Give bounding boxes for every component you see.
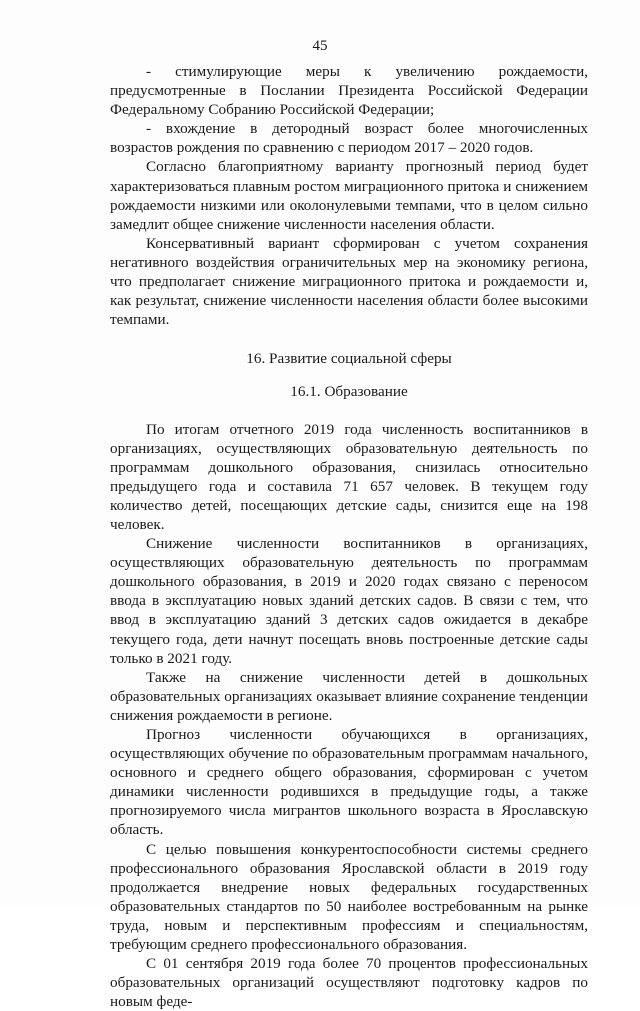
paragraph-birthrate-influence: Также на снижение численности детей в дошкольных образовательных организациях оказывает влияние сохранение тенденции снижения рождаемости в регионе. (110, 668, 588, 724)
page-content (110, 62, 588, 1011)
paragraph-vocational-training: С 01 сентября 2019 года более 70 процентов профессиональных образовательных организаций осуществляют подготовку кадров по новым феде- (110, 955, 588, 1011)
paragraph-vocational-standards: С целью повышения конкурентоспособности системы среднего профессионального образования Ярославской области в 2019 году продолжается внедрение новых федеральных государственных образовательных стандартов по 50 наиболее востребованным на рынке труда, новым и перспективным профессиям и специальностям, требующим среднего профессионального образования. (110, 840, 588, 954)
paragraph-student-forecast: Прогноз численности обучающихся в организациях, осуществляющих обучение по образовательным программам начального, основного и среднего общего образования, сформирован с учетом динамики численности родившихся в предыдущие годы, а также прогнозируемого числа мигрантов школьного возраста в Ярославскую область. (110, 726, 588, 839)
page-number: 45 (312, 38, 328, 54)
paragraph-preschool-count: По итогам отчетного 2019 года численность воспитанников в организациях, осуществляющих образовательную деятельность по программам дошкольного образования, снизилась относительно предыдущего года и составила 71 657 человек. В текущем году количество детей, посещающих детские сады, снизится еще на 198 человек. (110, 420, 588, 533)
paragraph-conservative-scenario: Консервативный вариант сформирован с учетом сохранения негативного воздействия ограничительных мер на экономику региона, что предполагает снижение миграционного притока и рождаемости и, как результат, снижение численности населения области более высокими темпами. (110, 234, 588, 329)
paragraph-bullet-2: - вхождение в детородный возраст более многочисленных возрастов рождения по сравнению с периодом 2017 – 2020 годов. (110, 120, 588, 157)
paragraph-preschool-decline: Снижение численности воспитанников в организациях, осуществляющих образовательную деятельность по программам дошкольного образования, в 2019 и 2020 годах связано с переносом ввода в эксплуатацию новых зданий детских садов. В связи с тем, что ввод в эксплуатацию зданий 3 детских садов ожидается в декабре текущего года, дети начнут посещать вновь построенные детские сады только в 2021 году. (110, 535, 588, 667)
subsection-heading: 16.1. Образование (290, 383, 408, 401)
section-heading: 16. Развитие социальной сферы (246, 350, 452, 368)
paragraph-bullet-1: - стимулирующие меры к увеличению рождаемости, предусмотренные в Послании Президента Российской Федерации Федеральному Собранию Российской Федерации; (110, 63, 588, 119)
paragraph-favorable-scenario: Согласно благоприятному варианту прогнозный период будет характеризоваться плавным ростом миграционного притока и снижением рождаемости низкими или околонулевыми темпами, что в целом сильно замедлит общее снижение численности населения области. (110, 158, 588, 233)
